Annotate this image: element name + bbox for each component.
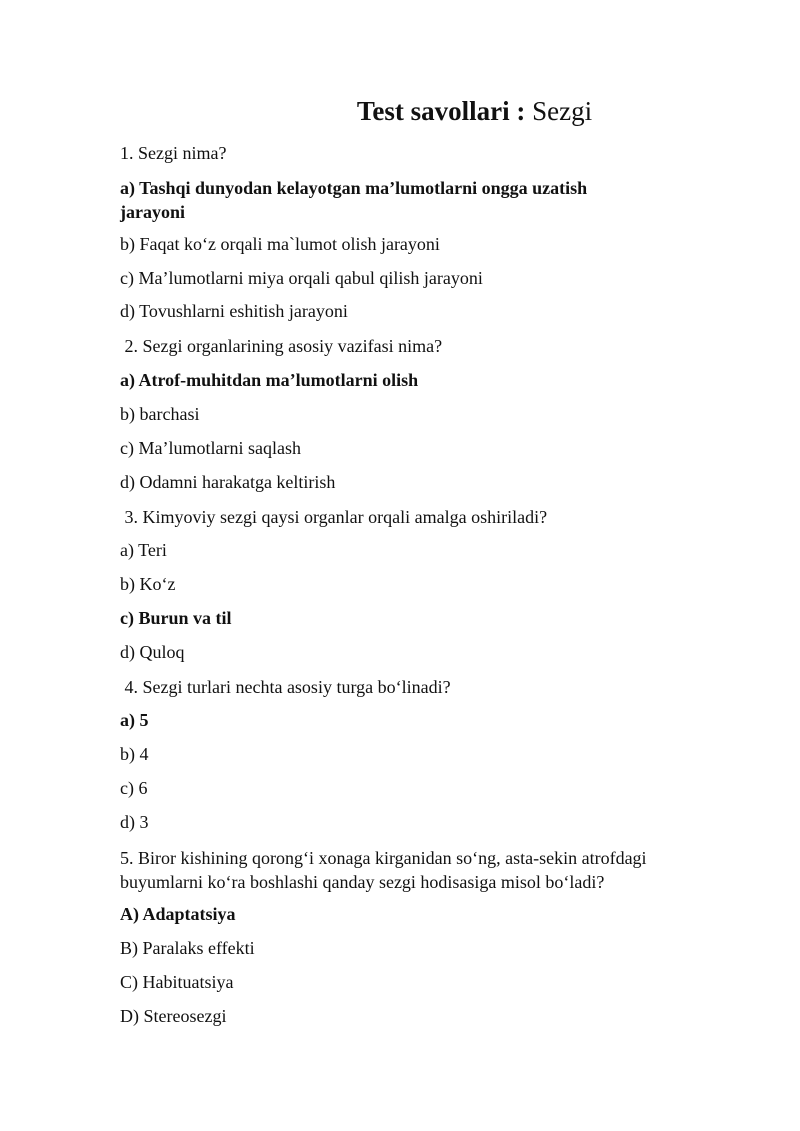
q5-option-b: B) Paralaks effekti xyxy=(120,938,255,958)
title-topic: Sezgi xyxy=(525,96,593,126)
q4-option-a-correct: a) 5 xyxy=(120,710,149,730)
q5-option-c: C) Habituatsiya xyxy=(120,972,234,992)
question-2: 2. Sezgi organlarining asosiy vazifasi nima? xyxy=(120,336,443,356)
q5-option-a-correct: A) Adaptatsiya xyxy=(120,904,236,924)
q2-option-d: d) Odamni harakatga keltirish xyxy=(120,472,336,492)
question-3: 3. Kimyoviy sezgi qaysi organlar orqali amalga oshiriladi? xyxy=(120,507,548,527)
question-1: 1. Sezgi nima? xyxy=(120,143,227,163)
q2-option-b: b) barchasi xyxy=(120,404,200,424)
q1-option-b: b) Faqat ko‘z orqali ma`lumot olish jarayoni xyxy=(120,234,440,254)
q2-option-c: c) Ma’lumotlarni saqlash xyxy=(120,438,301,458)
q3-option-a: a) Teri xyxy=(120,540,167,560)
q5-option-d: D) Stereosezgi xyxy=(120,1006,227,1026)
question-5: 5. Biror kishining qorong‘i xonaga kirganidan so‘ng, asta-sekin atrofdagi buyumlarni ko‘ra boshlashi qanday sezgi hodisasiga misol bo‘ladi? xyxy=(120,848,647,892)
q1-option-c: c) Ma’lumotlarni miya orqali qabul qilish jarayoni xyxy=(120,268,483,288)
q4-option-d: d) 3 xyxy=(120,812,149,832)
q1-option-a-correct: a) Tashqi dunyodan kelayotgan ma’lumotlarni ongga uzatish jarayoni xyxy=(120,178,588,222)
q4-option-b: b) 4 xyxy=(120,744,149,764)
q3-option-d: d) Quloq xyxy=(120,642,185,662)
q1-option-d: d) Tovushlarni eshitish jarayoni xyxy=(120,301,348,321)
question-4: 4. Sezgi turlari nechta asosiy turga bo‘linadi? xyxy=(120,677,451,697)
document-title xyxy=(0,93,800,129)
q4-option-c: c) 6 xyxy=(120,778,148,798)
q3-option-b: b) Ko‘z xyxy=(120,574,176,594)
q2-option-a-correct: a) Atrof-muhitdan ma’lumotlarni olish xyxy=(120,370,419,390)
title-bold-part: Test savollari : xyxy=(356,96,526,126)
q3-option-c-correct: c) Burun va til xyxy=(120,608,232,628)
